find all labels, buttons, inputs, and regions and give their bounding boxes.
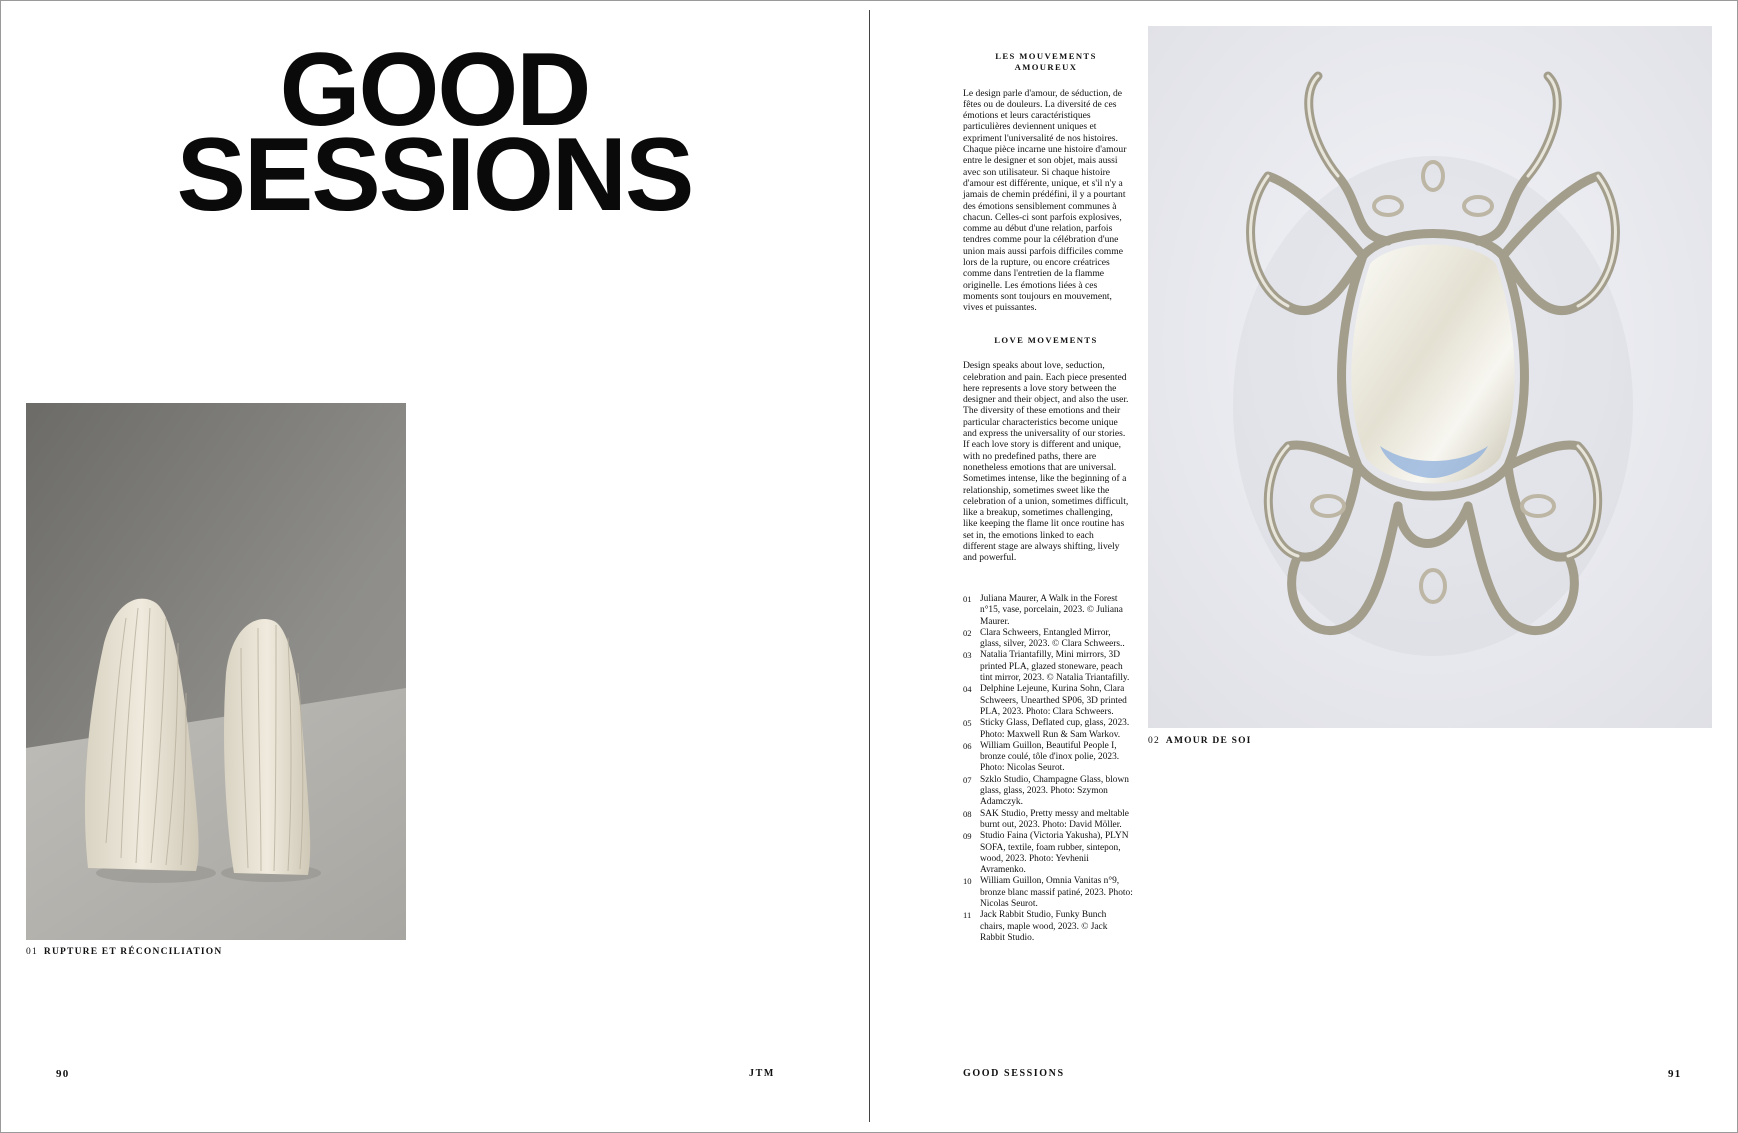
credit-number: 11: [963, 910, 972, 921]
caption-right-number: 02: [1148, 736, 1160, 746]
photo-porcelain-vases: [26, 403, 406, 940]
english-section: [963, 335, 1129, 564]
page-number-left: 90: [56, 1068, 70, 1080]
credit-number: 09: [963, 831, 972, 842]
center-gutter: [869, 10, 870, 1122]
credit-item: [963, 741, 1133, 775]
running-head-right: GOOD SESSIONS: [963, 1068, 1065, 1079]
photo-entangled-mirror: [1148, 26, 1712, 728]
french-paragraph: Le design parle d'amour, de séduction, de fêtes ou de douleurs. La diversité de ces émotions et leurs caractéristiques particulières deviennent uniques et expriment l'universalité de nos histoires. Chaque pièce incarne une histoire d'amour entre le designer et son objet, mais aussi avec son utilisateur. Si chaque histoire d'amour est différente, unique, et s'il n'y a jamais de chemin prédéfini, il y a pourtant des émotions sensiblement communes à chacun. Celles-ci sont parfois explosives, comme au début d'une relation, parfois tendres comme pour la célébration d'une union mais aussi parfois difficiles comme lors de la rupture, ou encore créatrices comme dans l'entretien de la flamme originelle. Les émotions liées à ces moments sont toujours en mouvement, vives et puissantes.: [963, 87, 1127, 314]
caption-left-number: 01: [26, 947, 38, 957]
credit-item: [963, 809, 1133, 832]
credit-text: William Guillon, Omnia Vanitas n°9, bronze blanc massif patiné, 2023. Photo: Nicolas Seurot.: [980, 876, 1133, 910]
credit-text: Natalia Triantafilly, Mini mirrors, 3D printed PLA, glazed stoneware, peach tint mirror, 2023. © Natalia Triantafilly.: [980, 650, 1130, 684]
credit-text: Delphine Lejeune, Kurina Sohn, Clara Schweers, Unearthed SP06, 3D printed PLA, 2023. Photo: Clara Schweers.: [980, 684, 1127, 717]
credit-item: [963, 718, 1133, 741]
credit-item: [963, 910, 1133, 944]
credit-item: [963, 831, 1133, 876]
credit-number: 03: [963, 650, 972, 661]
credit-text: Clara Schweers, Entangled Mirror, glass, silver, 2023. © Clara Schweers..: [980, 627, 1125, 650]
running-head-left: JTM: [749, 1068, 775, 1079]
credit-item: [963, 650, 1133, 684]
credit-text: Szklo Studio, Champagne Glass, blown glass, glass, 2023. Photo: Szymon Adamczyk.: [980, 774, 1129, 808]
credit-number: 06: [963, 740, 972, 751]
porcelain-vases-image: [26, 403, 406, 940]
credit-item: [963, 628, 1133, 651]
caption-right-text: AMOUR DE SOI: [1165, 736, 1252, 746]
entangled-mirror-image: [1148, 26, 1712, 728]
image-credits: [963, 594, 1133, 944]
credit-text: Studio Faina (Victoria Yakusha), PLYN SOFA, textile, foam rubber, sintepon, wood, 2023. Photo: Yevhenii Avramenko.: [980, 831, 1129, 876]
english-heading: LOVE MOVEMENTS: [994, 335, 1098, 345]
credit-number: 02: [963, 627, 972, 638]
caption-right: [1148, 736, 1252, 746]
credit-text: Juliana Maurer, A Walk in the Forest n°15, vase, porcelain, 2023. © Juliana Maurer.: [980, 594, 1123, 627]
caption-left: [26, 947, 222, 957]
credit-text: William Guillon, Beautiful People I, bronze coulé, tôle d'inox polie, 2023. Photo: Nicolas Seurot.: [980, 740, 1120, 774]
credit-number: 01: [963, 594, 972, 604]
french-heading: LES MOUVEMENTS AMOUREUX: [995, 51, 1097, 73]
credit-number: 08: [963, 808, 972, 819]
title-line-2: SESSIONS: [176, 117, 693, 233]
credit-text: SAK Studio, Pretty messy and meltable burnt out, 2023. Photo: David Möller.: [980, 808, 1129, 830]
credit-item: [963, 684, 1133, 718]
credit-number: 05: [963, 718, 972, 729]
credit-text: Jack Rabbit Studio, Funky Bunch chairs, maple wood, 2023. © Jack Rabbit Studio.: [980, 910, 1108, 943]
credit-number: 07: [963, 774, 972, 785]
english-paragraph: Design speaks about love, seduction, celebration and pain. Each piece presented here represents a love story between the designer and their object, and also the user. The diversity of these emotions and their particular characteristics become unique and express the universality of our stories. If each love story is different and unique, with no predefined paths, there are nonetheless emotions that are universal. Sometimes intense, like the beginning of a relationship, sometimes sweet like the celebration of a union, sometimes difficult, like a breakup, sometimes challenging, like keeping the flame lit once routine has set in, the emotions linked to each different stage are always shifting, lively and powerful.: [963, 360, 1129, 564]
credit-number: 04: [963, 684, 972, 695]
page-number-right: 91: [1668, 1068, 1682, 1080]
credit-item: [963, 876, 1133, 910]
credit-item: [963, 594, 1133, 628]
credit-number: 10: [963, 876, 972, 887]
credit-text: Sticky Glass, Deflated cup, glass, 2023. Photo: Maxwell Run & Sam Warkov.: [980, 718, 1130, 740]
credit-item: [963, 775, 1133, 809]
caption-left-text: RUPTURE ET RÉCONCILIATION: [43, 947, 223, 957]
title-line-1: GOOD: [279, 32, 590, 148]
french-section: [963, 51, 1129, 314]
